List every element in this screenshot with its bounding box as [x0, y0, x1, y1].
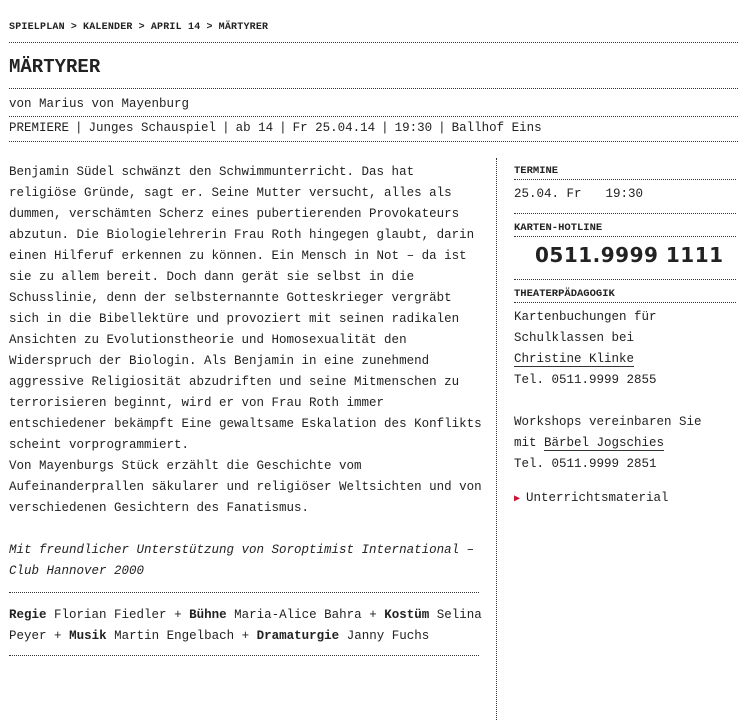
paedagogik-heading: THEATERPÄDAGOGIK: [514, 288, 615, 300]
workshop-contact-link[interactable]: Bärbel Jogschies: [544, 436, 665, 450]
termine-time: 19:30: [605, 187, 644, 201]
divider: [514, 279, 736, 280]
divider: [514, 213, 736, 214]
meta-date: Fr 25.04.14: [292, 121, 376, 135]
credit-separator: +: [369, 608, 377, 622]
meta-separator: |: [222, 121, 230, 135]
workshop-text: [514, 412, 736, 475]
credit-name: Florian Fiedler: [54, 608, 167, 622]
support-note: Mit freundlicher Unterstützung von Soroptimist International – Club Hannover 2000: [9, 543, 475, 578]
credit-role: Dramaturgie: [256, 629, 340, 643]
meta-premiere: PREMIERE: [9, 121, 70, 135]
description: Benjamin Südel schwänzt den Schwimmunterricht. Das hat religiöse Gründe, sagt er. Seine Mutter versucht, alles als dummen, verschämten Scherz eines pubertierenden Provokateurs abzutun. Die Biologielehrerin Frau Roth hingegen glaubt, darin einen Hilferuf erkennen zu können. Ein Mensch in Not – da ist sie zu allem bereit. Doch dann gerät sie selbst in die Schusslinie, denn der selbsternannte Gotteskrieger vergräbt sich in die Bibellektüre und provoziert mit seinen radikalen Ansichten zu Evolutionstheorie und Homosexualität den Widerspruch der Biologin. Als Benjamin in eine zunehmend aggressive Religiosität abzudriften und seine Mitmenschen zu terrorisieren beginnt, wird er von Frau Roth immer entschiedener bekämpft Eine gewaltsame Eskalation des Konflikts scheint vorprogrammiert.: [9, 165, 482, 452]
credit-role: Bühne: [189, 608, 227, 622]
meta-separator: |: [279, 121, 287, 135]
hotline-number: 0511.9999 1111: [535, 243, 724, 267]
meta-age: ab 14: [235, 121, 274, 135]
credit-name: Maria-Alice Bahra: [234, 608, 362, 622]
credit-separator: +: [174, 608, 182, 622]
credit-separator: +: [54, 629, 62, 643]
arrow-right-icon: ▶: [514, 494, 521, 505]
page-title: MÄRTYRER: [9, 56, 101, 78]
divider: [514, 179, 736, 180]
sidebar: [514, 163, 736, 510]
breadcrumb-spielplan[interactable]: SPIELPLAN: [9, 22, 65, 33]
meta-venue: Ballhof Eins: [451, 121, 542, 135]
booking-text-line: Kartenbuchungen für: [514, 310, 657, 324]
divider: [9, 42, 738, 43]
hotline-heading: KARTEN-HOTLINE: [514, 222, 603, 234]
material-link-row[interactable]: [514, 488, 736, 510]
divider: [9, 141, 738, 142]
breadcrumb-kalender[interactable]: KALENDER: [83, 22, 133, 33]
termine-heading: TERMINE: [514, 165, 559, 177]
booking-text: [514, 307, 736, 391]
workshop-text-line: Workshops vereinbaren Sie: [514, 415, 702, 429]
breadcrumb-april[interactable]: APRIL 14: [150, 22, 201, 33]
meta-separator: |: [381, 121, 389, 135]
breadcrumb: [9, 22, 268, 33]
breadcrumb-separator: >: [138, 22, 145, 33]
meta-separator: |: [438, 121, 446, 135]
termine-entry: [514, 184, 736, 205]
booking-text-line: Schulklassen bei: [514, 331, 635, 345]
column-divider: [496, 158, 497, 720]
event-meta: [9, 121, 542, 135]
breadcrumb-current: MÄRTYRER: [218, 22, 269, 33]
meta-separator: |: [75, 121, 83, 135]
credit-name: Janny Fuchs: [346, 629, 430, 643]
booking-contact-link[interactable]: Christine Klinke: [514, 352, 635, 366]
booking-tel: Tel. 0511.9999 2855: [514, 373, 657, 387]
breadcrumb-separator: >: [206, 22, 213, 33]
breadcrumb-separator: >: [70, 22, 78, 33]
divider: [9, 116, 738, 117]
credit-separator: +: [241, 629, 250, 643]
divider: [514, 236, 736, 237]
termine-day: Fr: [566, 187, 582, 201]
meta-section: Junges Schauspiel: [88, 121, 217, 135]
divider: [9, 655, 479, 656]
credit-name: Selina Peyer: [9, 608, 482, 643]
credit-role: Kostüm: [384, 608, 430, 622]
divider: [9, 88, 738, 89]
material-link[interactable]: Unterrichtsmaterial: [526, 491, 669, 505]
credits: [9, 605, 484, 647]
author-line: von Marius von Mayenburg: [9, 97, 190, 111]
termine-date: 25.04.: [514, 187, 560, 201]
meta-time: 19:30: [394, 121, 433, 135]
credit-name: Martin Engelbach: [114, 629, 235, 643]
divider: [9, 592, 479, 593]
credit-role: Musik: [69, 629, 107, 643]
main-content: [9, 162, 484, 656]
workshop-text-line: mit: [514, 436, 537, 450]
description-continued: Von Mayenburgs Stück erzählt die Geschichte vom Aufeinanderprallen säkularer und religiöser Weltsichten und von verschiedenen Gesichtern des Fanatismus.: [9, 459, 482, 515]
divider: [514, 302, 736, 303]
credit-role: Regie: [9, 608, 47, 622]
workshop-tel: Tel. 0511.9999 2851: [514, 457, 657, 471]
